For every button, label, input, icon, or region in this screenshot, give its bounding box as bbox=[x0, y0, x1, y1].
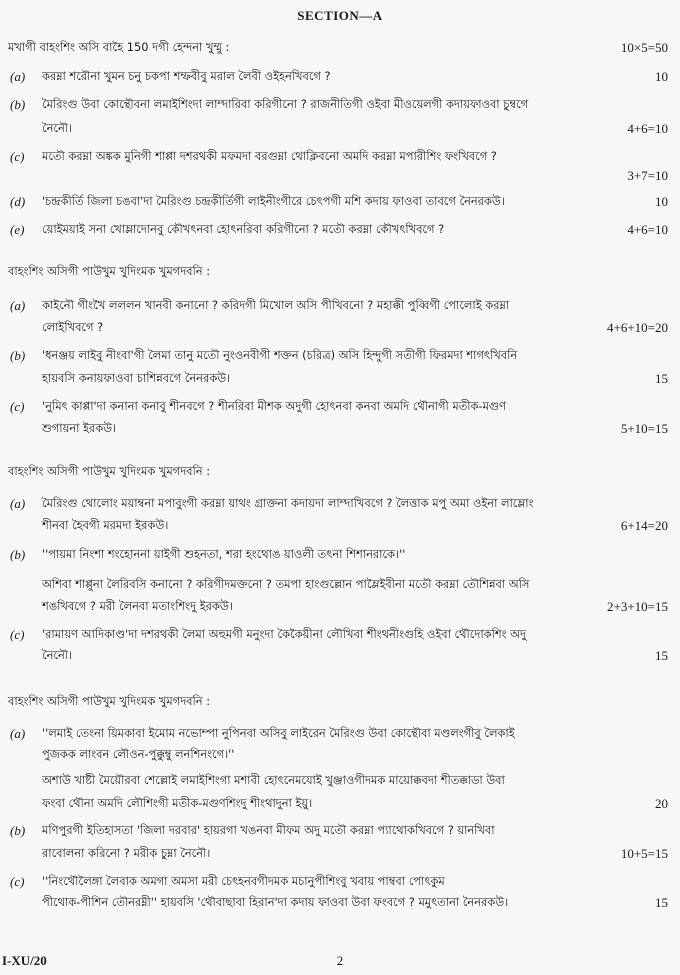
q2a-text-2: লোইখিবগে ? bbox=[42, 320, 104, 334]
q1-prompt: মখাগী বাহংশিং অসি বাহৈ 150 দগী হেন্দনা খুম্মু : bbox=[8, 40, 230, 54]
q3c-text-2: নৈনৌ। bbox=[42, 648, 73, 662]
section-title: SECTION—A bbox=[297, 8, 383, 23]
q2c-text-2: শুগায়না ইরকউ। bbox=[42, 421, 117, 435]
q3a-marks: 6+14=20 bbox=[620, 518, 668, 533]
q2b-text-1: 'ধনঞ্জয় লাইবু নীংবা'গী লৈমা তানু মতৌ নুংওনবীগী শক্তন (চরিত্র) অসি হিন্দুগী সতীগী ফিরমদা শাগৎখিবনি bbox=[42, 348, 518, 362]
q4c-marks: 15 bbox=[655, 895, 668, 910]
q2b-text-2: হায়বসি কনায়ফাওবা চাশিন্নবগে নৈনরকউ। bbox=[42, 371, 231, 385]
q1b-text-2: নৈনৌ। bbox=[42, 121, 73, 135]
q4c-text-2: পীথোক-পীশিন তৌনরম্নী'' হায়বসি 'থৌবাছাবা হিরান'দা কদায় ফাওবা উবা ফংবগে ? মমুৎতানা নৈনরকউ। bbox=[42, 895, 509, 909]
q4c-text-1: ''নিংথৌলৈঙ্গা লৈবাক অমগা অমসা মরী চেৎহনবগীদমক মচানুপীশিংবু খবায় পাম্ববা পোৎকুম bbox=[42, 874, 445, 888]
q2b-label: (b) bbox=[10, 348, 26, 363]
q4b-text-1: মণিপুরগী ইতিহাসতা 'জিলা দরবার' হায়রগা খঙনবা মীফম অদু মতৌ করম্না প্যাথোকখিবগে ? য়ানখিবা bbox=[42, 823, 495, 837]
q1a-label: (a) bbox=[10, 69, 26, 84]
q3c-marks: 15 bbox=[655, 648, 668, 663]
q1b-label: (b) bbox=[10, 97, 26, 112]
q4b-text-2: রাবোলনা করিনো ? মরীক চুম্না নৈনৌ। bbox=[42, 846, 211, 860]
q2a-marks: 4+6+10=20 bbox=[607, 320, 668, 335]
q2b-marks: 15 bbox=[655, 371, 668, 386]
q1d-text: 'চন্দ্রকীর্তি জিলা চঙবা'দা মৈরিংগু চন্দ্রকীর্তিগী লাইনীংগীরে চেৎপগী মশি কদায় ফাওবা তাবগে নৈনরকউ। bbox=[42, 194, 505, 208]
q3b-marks: 2+3+10=15 bbox=[607, 599, 668, 614]
q1c-label: (c) bbox=[10, 149, 25, 164]
q2c-text-1: 'নুমিৎ কাপ্পা'দা কনানা কনাবু শীনবগে ? শীনরিবা মীশক অদুগী হোৎনবা কনবা অমদি থৌনাগী মতীক-মগুণ bbox=[42, 399, 506, 413]
q2c-marks: 5+10=15 bbox=[620, 421, 668, 436]
q1c-text: মতৌ করম্না অঙ্কক মুনিগী শাপ্পা দশরথকী মফমদা বরগুম্না থোক্লিবনো অমদি করম্না মপারীশিং ফংখিবগে ? bbox=[42, 149, 497, 163]
q4a-text-1: অশাউ খাষ্টী মৈয়ৌরবা শেল্লোই লমাইশিংগা মশাবী হোৎনেমযোই খুঞ্জাওগীদমক মায়োক্কবদা শীতক্কাডা উবা bbox=[42, 773, 505, 787]
q3b-quote: ''পায়মা নিংশা শংহোননা য়াইগী শুহনতা, শরা হংথোঙ য়াওলী তৎনা শিশানরাকে।'' bbox=[42, 547, 406, 561]
q3b-text-1: অশিবা শাপ্পুনা লৈরিবসি কনানো ? করিগীদমক্তনো ? তমপা হাংগুল্লোন পাম্লৈইবীনা মতৌ করম্না তৌশিন্নবা অসি bbox=[42, 577, 530, 591]
q1a-text: করম্না শরৌনা খুমন চনু চকপা শম্ফবীবু মরাল লৈবী ওইহনখিবগে ? bbox=[42, 69, 331, 83]
paper-code: I-XU/20 bbox=[2, 953, 47, 968]
q4c-label: (c) bbox=[10, 874, 25, 889]
q3b-label: (b) bbox=[10, 547, 26, 562]
q1d-label: (d) bbox=[10, 194, 26, 209]
q1b-marks: 4+6=10 bbox=[627, 121, 668, 136]
q1e-text: য়োইময়াই সনা খোম্লাদোনবু কৌখৎনবা হোৎনরিবা করিগীনো ? মতৌ করম্না কৌখৎখিবগে ? bbox=[42, 222, 445, 236]
q3a-label: (a) bbox=[10, 496, 26, 511]
q4a-quote-2: পুজকক লাংবন লৌওন-পুক্কুম্বু লনশিনংগে।'' bbox=[42, 747, 235, 761]
q2a-label: (a) bbox=[10, 298, 26, 313]
q1a-marks: 10 bbox=[655, 69, 668, 84]
page-number: 2 bbox=[336, 953, 344, 968]
q4a-text-2: ফংবা থৌনা অমদি লৌশিংগী মতীক-মগুণশিংদু শীংথাদুনা ইয়ু। bbox=[42, 796, 313, 810]
q1e-marks: 4+6=10 bbox=[627, 222, 668, 237]
q2c-label: (c) bbox=[10, 399, 25, 414]
q1e-label: (e) bbox=[10, 222, 25, 237]
q3b-text-2: শঙখিবগে ? মরী লৈনবা মতাংশিংদু ইরকউ। bbox=[42, 599, 233, 613]
q4a-quote-1: ''লমাই তেংনা য়িমকাবা ইমোম নভোম্পা নুপিনবা অসিবু লাইরেন মৈরিংগু উবা কোন্থৌবা মণ্ডলংগীবু লৈকাই bbox=[42, 726, 515, 740]
q4b-marks: 10+5=15 bbox=[620, 846, 668, 861]
q3a-text-2: শীনবা হৈবগী মরমদা ইরকউ। bbox=[42, 518, 169, 532]
q2-prompt: বাহংশিং অসিগী পাউখুম খুদিংমক খুমগদবনি : bbox=[8, 264, 211, 278]
q4a-label: (a) bbox=[10, 726, 26, 741]
q4b-label: (b) bbox=[10, 823, 26, 838]
q3c-label: (c) bbox=[10, 627, 25, 642]
q4a-marks: 20 bbox=[655, 796, 668, 811]
q3c-text-1: 'রামায়ণ আদিকাণ্ড'দা দশরথকী লৈমা অহুমগী মনুংদা কৈকৈয়ীনা লৌখিবা শীংথনীংগুহি ওইবা থৌদোকশিং অদু bbox=[42, 627, 526, 641]
q4-prompt: বাহংশিং অসিগী পাউখুম খুদিংমক খুমগদবনি : bbox=[8, 694, 211, 708]
q1d-marks: 10 bbox=[655, 194, 668, 209]
q3a-text-1: মৈরিংগু থোলোং ময়াম্বনা মপাবুংগী করম্না য়াথং গ্রাক্তনা কদায়দা লাম্দাখিবগে ? লৈত্তাক মপু অমা ওইনা লাম্লোং bbox=[42, 496, 534, 510]
q1-marks: 10×5=50 bbox=[620, 40, 668, 55]
q3-prompt: বাহংশিং অসিগী পাউখুম খুদিংমক খুমগদবনি : bbox=[8, 464, 211, 478]
q1b-text-1: মৈরিংগু উবা কোন্থৌবনা লমাইশিংদা লাম্দারিবা করিগীনো ? রাজনীতিগী ওইবা মীওয়েলগী কদায়ফাওবা চুম্বগে bbox=[42, 97, 529, 111]
q2a-text-1: কাইনৌ গীংখৈ লললন খানবী কনানো ? করিদগী মিখোল অসি পীখিবনো ? মহাক্কী পুব্বিগী পোলোই করম্না bbox=[42, 298, 510, 312]
q1c-marks: 3+7=10 bbox=[627, 168, 668, 183]
